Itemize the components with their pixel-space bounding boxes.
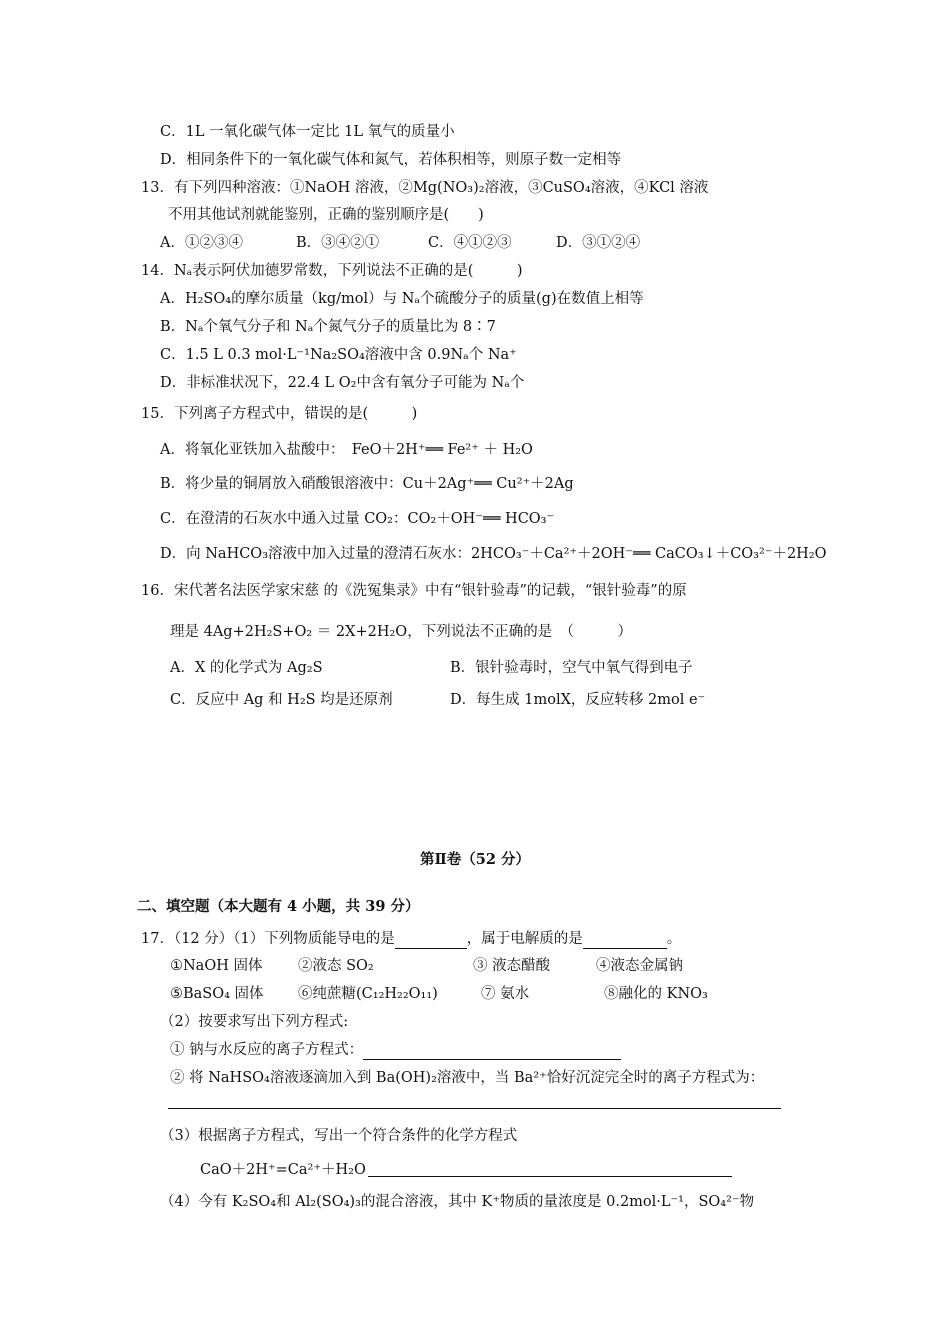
q17-part2-1-label: ① 钠与水反应的离子方程式： (170, 1042, 364, 1058)
answer-blank-conductive[interactable] (395, 932, 467, 949)
q17-item-1: ①NaOH 固体 (170, 958, 263, 974)
q17-part4: （4）今有 K₂SO₄和 Al₂(SO₄)₃的混合溶液，其中 K⁺物质的量浓度是 0.2mol·L⁻¹，SO₄²⁻物 (160, 1194, 755, 1210)
q17-part3-heading: （3）根据离子方程式，写出一个符合条件的化学方程式 (160, 1128, 518, 1144)
q16-option-d: D．每生成 1molX，反应转移 2mol e⁻ (450, 692, 706, 708)
q17-item-3: ③ 液态醋酸 (473, 958, 551, 974)
q15-option-c: C．在澄清的石灰水中通入过量 CO₂：CO₂＋OH⁻══ HCO₃⁻ (160, 511, 555, 527)
q12-option-d: D．相同条件下的一氧化碳气体和氮气，若体积相等，则原子数一定相等 (160, 152, 622, 168)
q17-stem-part1: 17．（12 分）（1）下列物质能导电的是 (141, 931, 395, 947)
answer-line-chemical-equation[interactable] (368, 1176, 732, 1177)
q15-option-d: D．向 NaHCO₃溶液中加入过量的澄清石灰水：2HCO₃⁻＋Ca²⁺＋2OH⁻══ CaCO₃↓＋CO₃²⁻＋2H₂O (160, 546, 827, 562)
part2-title: 第Ⅱ卷（52 分） (420, 851, 530, 868)
answer-blank-sodium-water[interactable] (363, 1043, 621, 1060)
q13-stem-line2: 不用其他试剂就能鉴别，正确的鉴别顺序是( ) (168, 207, 484, 223)
q15-stem: 15．下列离子方程式中，错误的是( ) (141, 406, 418, 422)
q17-part2-1 (170, 1040, 621, 1060)
answer-line-nahso4[interactable] (168, 1108, 781, 1109)
q17-item-6: ⑥纯蔗糖(C₁₂H₂₂O₁₁) (298, 986, 438, 1002)
q17-stem-part2: ，属于电解质的是 (466, 931, 583, 947)
q14-option-b: B．Nₐ个氧气分子和 Nₐ个氮气分子的质量比为 8∶7 (160, 319, 496, 335)
answer-blank-electrolyte[interactable] (583, 932, 667, 949)
q15-option-a: A．将氧化亚铁加入盐酸中： FeO＋2H⁺══ Fe²⁺ ＋ H₂O (160, 442, 533, 458)
q13-option-d: D．③①②④ (556, 235, 641, 251)
q17-item-5: ⑤BaSO₄ 固体 (170, 986, 264, 1002)
q17-stem (141, 929, 681, 949)
q17-item-4: ④液态金属钠 (596, 958, 683, 974)
q17-item-7: ⑦ 氨水 (481, 986, 530, 1002)
q16-stem-line2: 理是 4Ag+2H₂S+O₂ ＝ 2X+2H₂O，下列说法不正确的是 （ ） (170, 624, 632, 640)
q13-option-b: B．③④②① (296, 235, 380, 251)
q14-option-d: D．非标准状况下，22.4 L O₂中含有氧分子可能为 Nₐ个 (160, 375, 525, 391)
q14-option-c: C．1.5 L 0.3 mol·L⁻¹Na₂SO₄溶液中含 0.9Nₐ个 Na⁺ (160, 347, 517, 363)
section-heading: 二、填空题（本大题有 4 小题，共 39 分） (137, 898, 420, 915)
q16-stem: 16．宋代著名法医学家宋慈 的《洗冤集录》中有“银针验毒”的记载，“银针验毒”的原 (141, 583, 687, 599)
q17-item-2: ②液态 SO₂ (298, 958, 374, 974)
q17-part2-2: ② 将 NaHSO₄溶液逐滴加入到 Ba(OH)₂溶液中，当 Ba²⁺恰好沉淀完全时的离子方程式为： (170, 1070, 765, 1086)
q16-option-c: C．反应中 Ag 和 H₂S 均是还原剂 (170, 692, 393, 708)
q14-option-a: A．H₂SO₄的摩尔质量（kg/mol）与 Nₐ个硫酸分子的质量(g)在数值上相等 (160, 291, 644, 307)
q17-part2-heading: （2）按要求写出下列方程式: (160, 1014, 349, 1030)
q17-part3-equation: CaO＋2H⁺=Ca²⁺＋H₂O (200, 1162, 366, 1178)
q14-stem: 14．Nₐ表示阿伏加德罗常数，下列说法不正确的是( ) (141, 263, 523, 279)
q17-stem-part3: 。 (666, 931, 682, 947)
q15-option-b: B．将少量的铜屑放入硝酸银溶液中：Cu＋2Ag⁺══ Cu²⁺＋2Ag (160, 476, 574, 492)
q13-option-a: A．①②③④ (160, 235, 243, 251)
q13-option-c: C．④①②③ (428, 235, 512, 251)
q13-stem: 13．有下列四种溶液：①NaOH 溶液，②Mg(NO₃)₂溶液，③CuSO₄溶液，④KCl 溶液 (141, 180, 709, 196)
q17-item-8: ⑧融化的 KNO₃ (604, 986, 708, 1002)
q12-option-c: C．1L 一氧化碳气体一定比 1L 氧气的质量小 (160, 124, 455, 140)
q16-option-b: B．银针验毒时，空气中氧气得到电子 (450, 660, 693, 676)
q16-option-a: A．X 的化学式为 Ag₂S (170, 660, 323, 676)
